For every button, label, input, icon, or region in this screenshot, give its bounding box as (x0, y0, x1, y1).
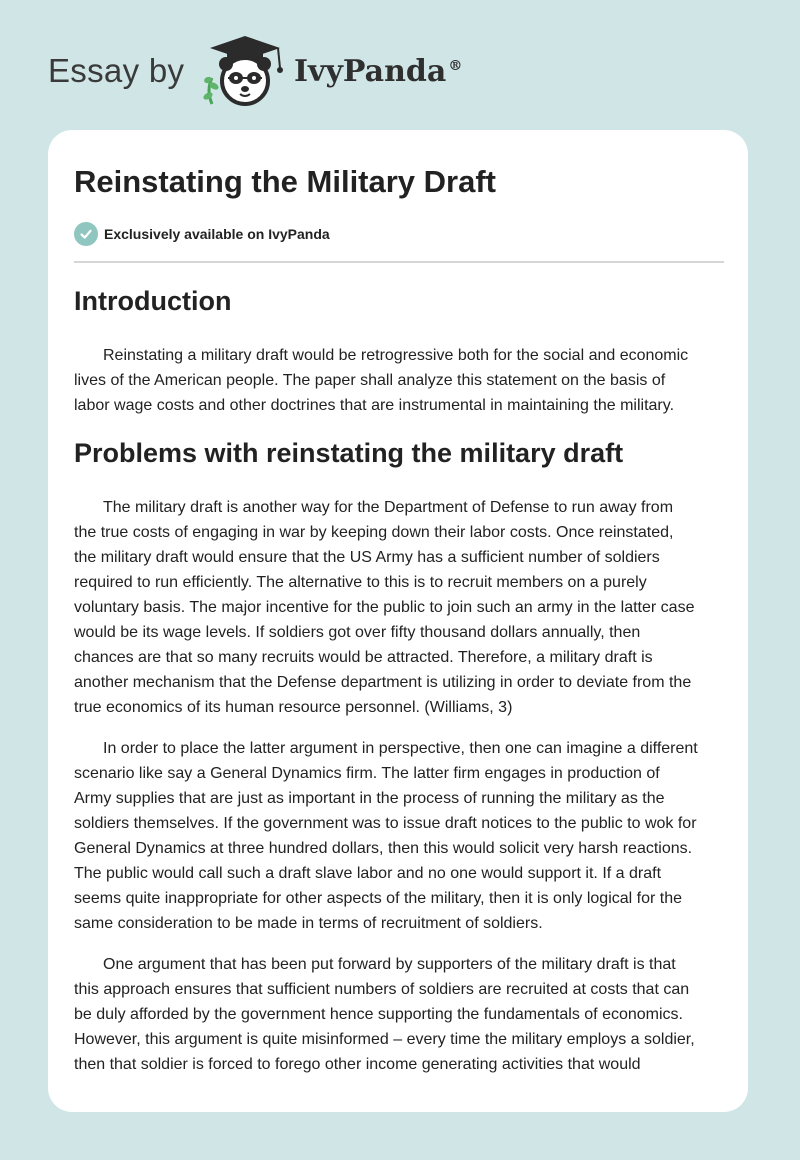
problems-paragraph-3 (74, 952, 724, 1077)
paragraph-line: be duly afforded by the government hence supporting the fundamentals of economics. (74, 1006, 683, 1023)
paragraph-line: However, this argument is quite misinformed – every time the military employs a soldier, (74, 1031, 695, 1048)
paragraph-line: labor wage costs and other doctrines that are instrumental in maintaining the military. (74, 397, 675, 414)
intro-paragraph (74, 343, 724, 418)
paragraph-line: true economics of its human resource personnel. (Williams, 3) (74, 699, 513, 716)
paragraph-line: One argument that has been put forward by supporters of the military draft is that (103, 956, 676, 973)
exclusive-badge (74, 222, 330, 246)
paragraph-line: required to run efficiently. The alternative to this is to recruit members on a purely (74, 574, 647, 591)
paragraph-line: lives of the American people. The paper shall analyze this statement on the basis of (74, 372, 666, 389)
brand-name (294, 54, 462, 89)
paragraph-line: this approach ensures that sufficient numbers of soldiers are recruited at costs that can (74, 981, 690, 998)
paragraph-line: The public would call such a draft slave labor and no one would support it. If a draft (74, 865, 662, 882)
problems-paragraph-2 (74, 736, 724, 936)
paragraph-line: The military draft is another way for the Department of Defense to run away from (103, 499, 674, 516)
paragraph-line: In order to place the latter argument in perspective, then one can imagine a different (103, 740, 698, 757)
ivypanda-logo-icon (200, 34, 290, 110)
check-circle-icon (74, 222, 98, 246)
problems-paragraph-1 (74, 495, 724, 720)
exclusive-badge-text: Exclusively available on IvyPanda (104, 226, 330, 242)
paragraph-line: scenario like say a General Dynamics firm. The latter firm engages in production of (74, 765, 660, 782)
paragraph-line: the true costs of engaging in war by keeping down their labor costs. Once reinstated, (74, 524, 674, 541)
paragraph-line: then that soldier is forced to forego other income generating activities that would (74, 1056, 641, 1073)
paragraph-line: Reinstating a military draft would be retrogressive both for the social and economic (103, 347, 689, 364)
brand-name-text: IvyPanda (294, 54, 447, 89)
paragraph-line: chances are that so many recruits would be attracted. Therefore, a military draft is (74, 649, 653, 666)
paragraph-line: seems quite inappropriate for other aspects of the military, then it is only logical for the (74, 890, 683, 907)
paragraph-line: General Dynamics at three hundred dollars, then this would solicit very harsh reactions. (74, 840, 693, 857)
brand-prefix: Essay by (48, 52, 185, 89)
section-heading-problems: Problems with reinstating the military draft (74, 438, 624, 468)
section-heading-introduction: Introduction (74, 286, 232, 316)
paragraph-line: another mechanism that the Defense department is utilizing in order to deviate from the (74, 674, 692, 691)
essay-title: Reinstating the Military Draft (74, 164, 496, 199)
paragraph-line: would be its wage levels. If soldiers got over fifty thousand dollars annually, then (74, 624, 641, 641)
paragraph-line: voluntary basis. The major incentive for the public to join such an army in the latter case (74, 599, 695, 616)
paragraph-line: same consideration to be made in terms of recruitment of soldiers. (74, 915, 543, 932)
paragraph-line: the military draft would ensure that the US Army has a sufficient number of soldiers (74, 549, 660, 566)
paragraph-line: soldiers themselves. If the government was to issue draft notices to the public to wok for (74, 815, 697, 832)
essay-card (48, 130, 748, 1112)
registered-mark: ® (448, 58, 463, 74)
header-divider (74, 261, 724, 263)
paragraph-line: Army supplies that are just as important in the process of running the military as the (74, 790, 665, 807)
brand-header (48, 30, 468, 110)
